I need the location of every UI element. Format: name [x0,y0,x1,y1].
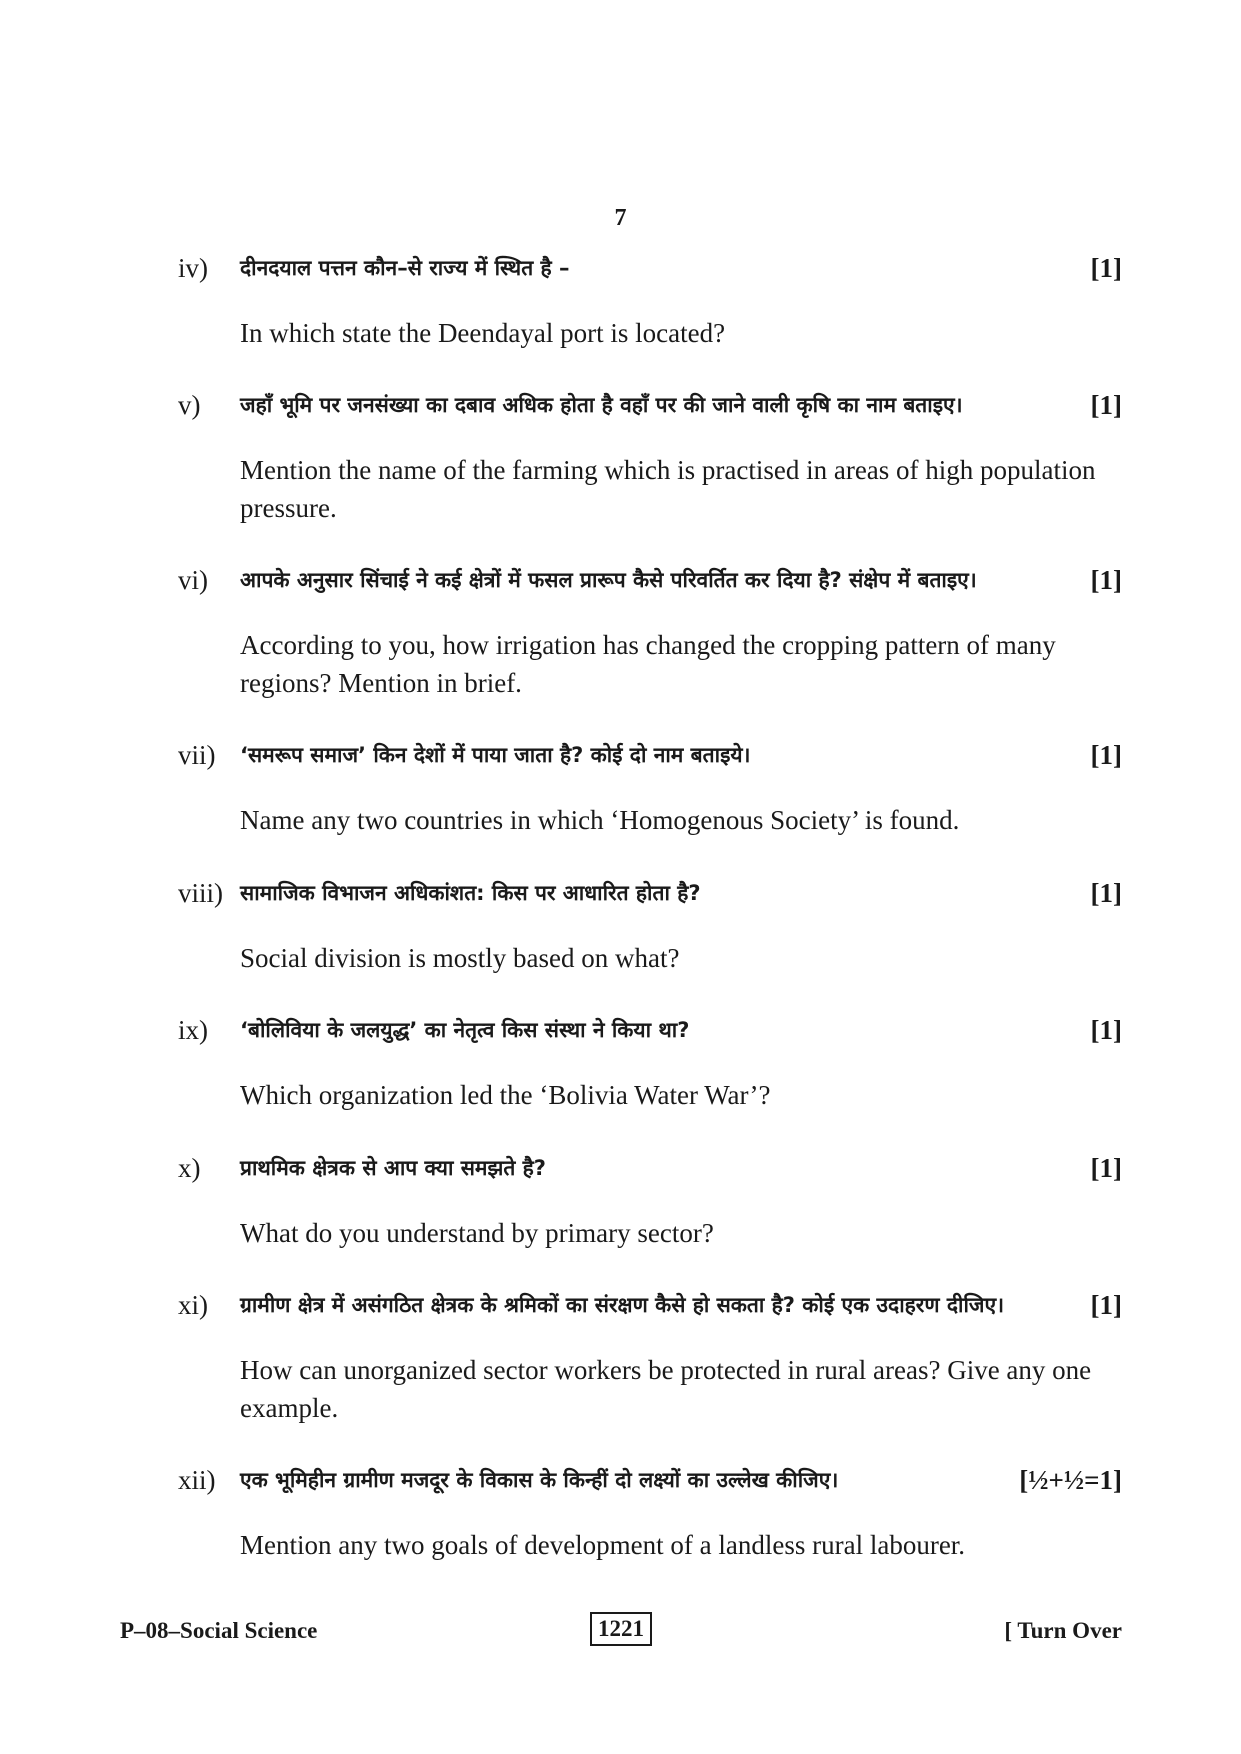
question-marks: [1] [1090,253,1122,283]
question-english-text: Which organization led the ‘Bolivia Water War’? [240,1080,771,1110]
question-ix [178,1010,1122,1114]
question-vii [178,735,1122,839]
question-line [178,1285,1122,1325]
question-hindi-text: प्राथमिक क्षेत्रक से आप क्या समझते है? [240,1156,546,1180]
question-hindi-text: एक भूमिहीन ग्रामीण मजदूर के विकास के किन्हीं दो लक्ष्यों का उल्लेख कीजिए। [240,1468,839,1492]
question-hindi-text: दीनदयाल पत्तन कौन–से राज्य में स्थित है – [240,256,570,280]
question-line [178,560,1122,600]
turn-over-label: [ Turn Over [1004,1618,1122,1643]
question-marks: [1] [1090,740,1122,770]
question-hindi-text: सामाजिक विभाजन अधिकांशत: किस पर आधारित होता है? [240,881,701,905]
page-code-box: 1221 [590,1612,652,1646]
question-hindi-text: ग्रामीण क्षेत्र में असंगठित क्षेत्रक के श्रमिकों का संरक्षण कैसे हो सकता है? कोई एक उदाहरण दीजिए। [240,1293,1005,1317]
question-marks: [1] [1090,1015,1122,1045]
question-marks: [1] [1090,878,1122,908]
question-line [178,1010,1122,1050]
question-english-text: Mention the name of the farming which is practised in areas of high population pressure. [240,455,1096,523]
question-english-text: Mention any two goals of development of a landless rural labourer. [240,1530,966,1560]
question-line [178,1460,1122,1500]
question-xi [178,1285,1122,1427]
question-number: ix) [178,1015,208,1045]
page-footer [120,1612,1122,1652]
question-marks: [1] [1090,390,1122,420]
question-hindi-text: ‘बोलिविया के जलयुद्ध’ का नेतृत्व किस संस्था ने किया था? [240,1018,690,1042]
question-marks: [1] [1090,1153,1122,1183]
question-line [178,248,1122,288]
question-line [178,873,1122,913]
question-hindi-text: आपके अनुसार सिंचाई ने कई क्षेत्रों में फसल प्रारूप कैसे परिवर्तित कर दिया है? संक्षेप में बताइए। [240,568,977,592]
question-english-text: In which state the Deendayal port is located? [240,318,726,348]
question-viii [178,873,1122,977]
question-english-text: According to you, how irrigation has changed the cropping pattern of many regions? Mention in brief. [240,630,1056,698]
page-number: 7 [614,205,627,231]
question-english-text: What do you understand by primary sector? [240,1218,714,1248]
question-marks: [1] [1090,565,1122,595]
question-x [178,1148,1122,1252]
question-vi [178,560,1122,702]
question-v [178,385,1122,527]
question-number: vii) [178,740,216,770]
question-marks: [½+½=1] [1019,1465,1122,1495]
question-number: x) [178,1153,201,1183]
question-number: iv) [178,253,208,283]
question-number: v) [178,390,201,420]
question-english-text: How can unorganized sector workers be protected in rural areas? Give any one example. [240,1355,1092,1423]
question-english-text: Social division is mostly based on what? [240,943,680,973]
question-line [178,385,1122,425]
paper-code: P–08–Social Science [120,1618,318,1643]
question-iv [178,248,1122,352]
question-line [178,735,1122,775]
question-line [178,1148,1122,1188]
question-english-text: Name any two countries in which ‘Homogenous Society’ is found. [240,805,960,835]
question-number: vi) [178,565,208,595]
question-number: xi) [178,1290,208,1320]
question-xii [178,1460,1122,1564]
question-number: viii) [178,878,223,908]
question-number: xii) [178,1465,216,1495]
question-marks: [1] [1090,1290,1122,1320]
question-hindi-text: ‘समरूप समाज’ किन देशों में पाया जाता है? कोई दो नाम बताइये। [240,743,751,767]
question-hindi-text: जहाँ भूमि पर जनसंख्या का दबाव अधिक होता है वहाँ पर की जाने वाली कृषि का नाम बताइए। [240,393,963,417]
